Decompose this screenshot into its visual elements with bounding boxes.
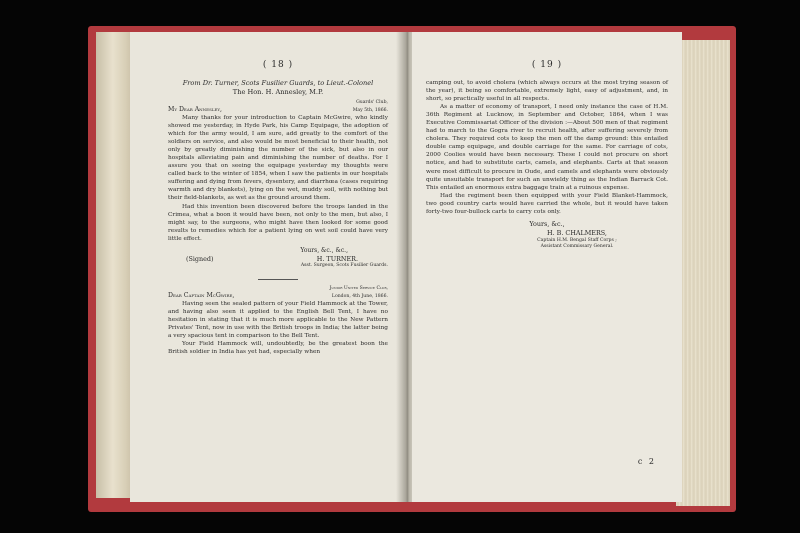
signer-title: Asst. Surgeon, Scots Fusilier Guards. [300,262,388,268]
signer-name: H. TURNER. [316,254,358,263]
letter-date: May 5th, 1866. [352,108,388,113]
right-paragraph-2: As a matter of economy of transport, I need only instance the case of H.M. 36th Regiment at Lucknow, in September and October, 1864, when I was Executive Commissariat Officer of the division :—About 500 men of that regiment had to march to the Gogra river to recruit health, after suffering severely from cholera. They required cots to keep the men off the damp ground: this entailed double camp equipage, and double carriage for the same. For carriage of cots, 2000 Coolies would have been necessary. These I could not procure on short notice, and had to substitute carts, camels, and elephants. Carts at that season were most difficult to procure in Oude, and camels and elephants were obviously quite unsuitable transport for such an unwieldy thing as the Indian Barrack Cot. This entailed an enormous extra baggage train at a ruinous expense. [426,104,668,191]
section-divider [258,279,298,280]
closing: Yours, &c., &c., [300,246,348,254]
right-page [412,32,682,502]
page-number-right: ( 19 ) [531,60,563,70]
right-paragraph-1: camping out, to avoid cholera (which always occurs at the most trying season of the year), it being so comfortable, extremely light, easy of adjustment, and, in short, so practically useful in all respects. [426,80,668,103]
salutation-2: Dear Captain McGwire, [168,291,235,299]
right-signer: H. B. CHALMERS, [547,228,607,237]
left-paragraph-4: Your Field Hammock will, undoubtedly, be the greatest boon the British soldier in India has yet had, especially when [168,340,388,356]
right-closing: Yours, &c., [529,219,565,228]
signed-label: (Signed) [186,254,214,263]
letter2-date: London, 4th June, 1866. [331,293,388,299]
right-paragraph-3: Had the regiment been then equipped with your Field Blanket-Hammock, two good country carts would have carried the whole, but it would have taken forty-two four-bullock carts to carry cots only. [426,192,668,215]
letter-club: Guards' Club, [356,100,388,105]
right-signer-title-2: Assistant Commissary General. [540,243,614,249]
right-page-edges [676,40,730,506]
left-page [130,32,402,502]
right-signer-title-1: Captain H.M. Bengal Staff Corps ; [537,237,617,243]
letter-heading-line2: The Hon. H. Annesley, M.P. [232,88,324,96]
salutation: My Dear Annesley, [168,106,223,113]
left-paragraph-3: Having seen the sealed pattern of your Field Hammock at the Tower, and having also seen it applied to the English Bell Tent, I have no hesitation in stating that it is much more applicable to the New Pattern Privates' Tent, now in use with the British troops in India; the latter being a very spacious tent in comparison to the Bell Tent. [168,300,388,339]
left-paragraph-1: Many thanks for your introduction to Captain McGwire, who kindly showed me yesterday, in Hyde Park, his Camp Equipage, the adoption of which for the army would, I am sure, add greatly to the comfort of the soldiers on service, and also would be most beneficial to their health, not only by greatly diminishing the number of the sick, but also in our hospitals alleviating pain and diminishing the number of deaths. For I assure you that on seeing the equipage yesterday my thoughts were called back to the winter of 1854, when I saw the patients in our hospitals suffering and dying from fevers, dysentery, and diarrhœa (cases requiring warmth and dry blankets), lying on the wet, muddy soil, with nothing but their field-blankets, as wet as the ground around them. [168,115,388,202]
letter-heading-line1: From Dr. Turner, Scots Fusilier Guards, to Lieut.-Colonel [182,79,374,87]
letter2-club: Junior United Service Club, [329,285,388,291]
page-number-left: ( 18 ) [262,60,294,70]
signature-mark: c 2 [637,457,656,466]
left-paragraph-2: Had this invention been discovered before the troops landed in the Crimea, what a boon it would have been, not only to the men, but also, I might say, to the surgeons, who might have then looked for some good results to remedies which for a patient lying on wet soil could have very little effect. [168,203,388,242]
